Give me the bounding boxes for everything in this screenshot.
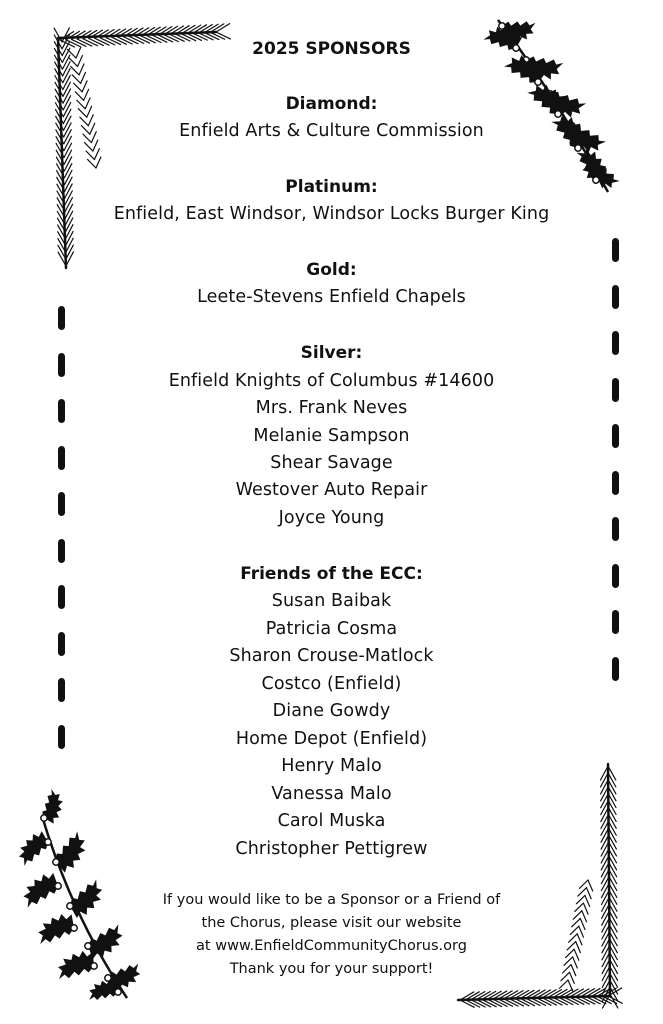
friend-name: Sharon Crouse-Matlock	[229, 646, 434, 666]
friend-name: Costco (Enfield)	[261, 674, 402, 694]
sponsor-name: Enfield Knights of Columbus #14600	[168, 371, 495, 391]
sponsor-name: Melanie Sampson	[253, 426, 410, 446]
friend-name: Henry Malo	[281, 756, 382, 776]
sponsor-name: Enfield, East Windsor, Windsor Locks Burger King	[113, 204, 550, 224]
sponsor-name: Joyce Young	[278, 508, 385, 528]
tier-heading-silver: Silver:	[300, 343, 363, 363]
friend-name: Diane Gowdy	[272, 701, 391, 721]
tier-heading-diamond: Diamond:	[285, 94, 378, 114]
footer-thanks: Thank you for your support!	[229, 961, 434, 977]
sponsor-name: Shear Savage	[270, 453, 393, 473]
border-dash	[58, 306, 65, 330]
friend-name: Susan Baibak	[271, 591, 392, 611]
sponsor-name: Enfield Arts & Culture Commission	[179, 121, 484, 141]
friend-name: Christopher Pettigrew	[235, 839, 428, 859]
border-dash	[612, 238, 619, 262]
friend-name: Patricia Cosma	[265, 619, 398, 639]
tier-heading-platinum: Platinum:	[285, 177, 378, 197]
footer-website: at www.EnfieldCommunityChorus.org	[196, 938, 467, 954]
sponsor-name: Mrs. Frank Neves	[255, 398, 408, 418]
friend-name: Vanessa Malo	[271, 784, 392, 804]
pine-branch-corner-icon	[36, 28, 226, 268]
friend-name: Home Depot (Enfield)	[235, 729, 428, 749]
friend-name: Carol Muska	[277, 811, 386, 831]
page-title: 2025 SPONSORS	[252, 39, 411, 59]
sponsor-name: Leete-Stevens Enfield Chapels	[197, 287, 466, 307]
tier-heading-gold: Gold:	[306, 260, 357, 280]
border-dash	[58, 539, 65, 563]
sponsor-name: Westover Auto Repair	[235, 480, 428, 500]
tier-heading-friends: Friends of the ECC:	[240, 564, 423, 584]
footer-text: If you would like to be a Sponsor or a Friend of	[162, 892, 501, 908]
footer-text: the Chorus, please visit our website	[201, 915, 462, 931]
